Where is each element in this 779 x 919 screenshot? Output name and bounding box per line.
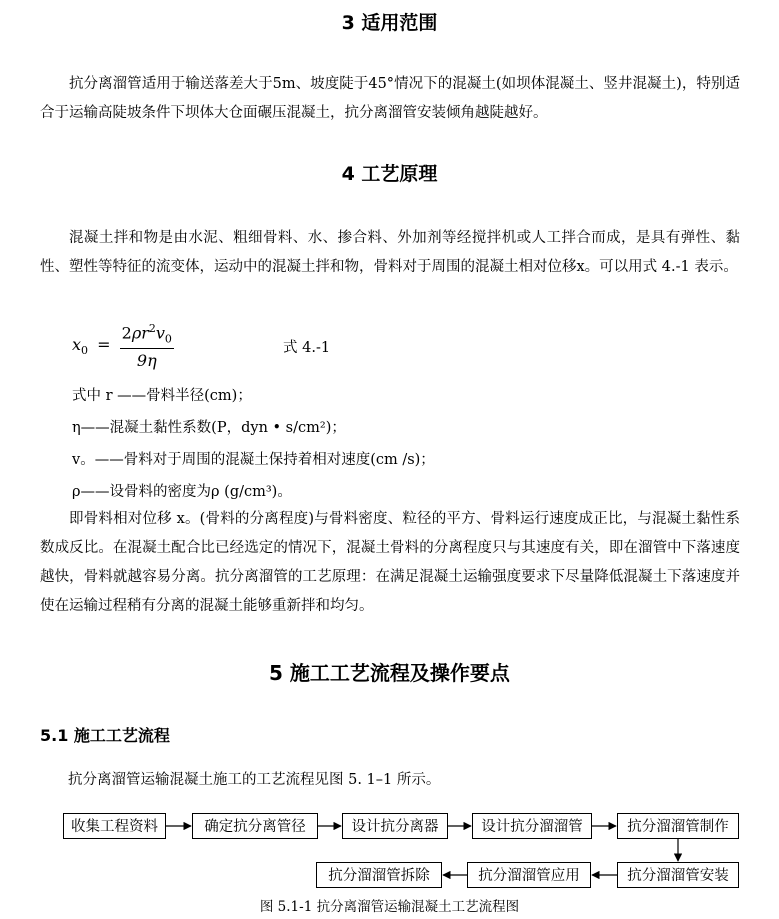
formula-num-r: r xyxy=(141,323,149,343)
flow-step-collect-data: 收集工程资料 xyxy=(63,813,166,839)
flow-step-apply-chute: 抗分溜溜管应用 xyxy=(467,862,591,888)
flow-intro: 抗分离溜管运输混凝土施工的工艺流程见图 5. 1–1 所示。 xyxy=(68,772,441,788)
definition-eta: η——混凝土黏性系数(P，dyn • s/cm²)； xyxy=(72,420,346,436)
formula-num-r-sup: 2 xyxy=(148,322,156,335)
flow-step-determine-diameter: 确定抗分离管径 xyxy=(192,813,318,839)
section-5-1-heading: 5.1 施工工艺流程 xyxy=(40,726,170,745)
section-4-paragraph: 混凝土拌和物是由水泥、粗细骨料、水、掺合料、外加剂等经搅拌机或人工拌合而成，是具有弹性、黏性、塑性等特征的流变体，运动中的混凝土拌和物，骨料对于周围的混凝土相对位移x。可以用式 4.-1 表示。 xyxy=(40,230,740,275)
flow-step-design-chute: 设计抗分溜溜管 xyxy=(472,813,592,839)
figure-caption: 图 5.1-1 抗分离溜管运输混凝土工艺流程图 xyxy=(259,899,520,915)
formula-lhs-sub: 0 xyxy=(81,343,89,357)
formula-lhs: x xyxy=(72,334,82,354)
formula-num-v-sub: 0 xyxy=(164,332,172,346)
definition-r: 式中 r ——骨料半径(cm)； xyxy=(72,388,252,404)
section-4-paragraph-2: 即骨料相对位移 x。(骨料的分离程度)与骨料密度、粒径的平方、骨料运行速度成正比，与混凝土黏性系数成反比。在混凝土配合比已经选定的情况下，混凝土骨料的分离程度只与其速度有关，即在溜管中下落速度越快，骨料就越容易分离。抗分离溜管的工艺原理：在满足混凝土运输强度要求下尽量降低混凝土下落速度并使在运输过程稍有分离的混凝土能够重新拌和均匀。 xyxy=(40,511,740,614)
definition-rho: ρ——设骨料的密度为ρ (g/cm³)。 xyxy=(72,484,292,500)
section-4-heading: 4 工艺原理 xyxy=(341,163,438,185)
flow-step-dismantle-chute: 抗分溜溜管拆除 xyxy=(316,862,442,888)
formula-num-rho: ρ xyxy=(131,323,142,343)
flow-step-design-separator: 设计抗分离器 xyxy=(342,813,448,839)
formula-label: 式 4.-1 xyxy=(283,340,331,356)
formula-num-v: v xyxy=(155,323,165,343)
formula-num-coef: 2 xyxy=(121,323,132,343)
flow-step-fabricate-chute: 抗分溜溜管制作 xyxy=(617,813,739,839)
formula-denominator: 9η xyxy=(136,350,157,370)
formula: $x_0$ = $\frac{2\rho r^2v_0}{9\eta}$ xyxy=(72,322,172,370)
section-3-paragraph: 抗分离溜管适用于输送落差大于5m、坡度陡于45°情况下的混凝土(如坝体混凝土、竖井混凝土)，特别适合于运输高陡坡条件下坝体大仓面碾压混凝土，抗分离溜管安装倾角越陡越好。 xyxy=(40,76,740,121)
section-3-heading: 3 适用范围 xyxy=(341,12,438,34)
flow-step-install-chute: 抗分溜溜管安装 xyxy=(617,862,739,888)
definition-v0: v。——骨料对于周围的混凝土保持着相对速度(cm /s)； xyxy=(72,452,435,468)
section-5-heading: 5 施工工艺流程及操作要点 xyxy=(269,661,510,685)
